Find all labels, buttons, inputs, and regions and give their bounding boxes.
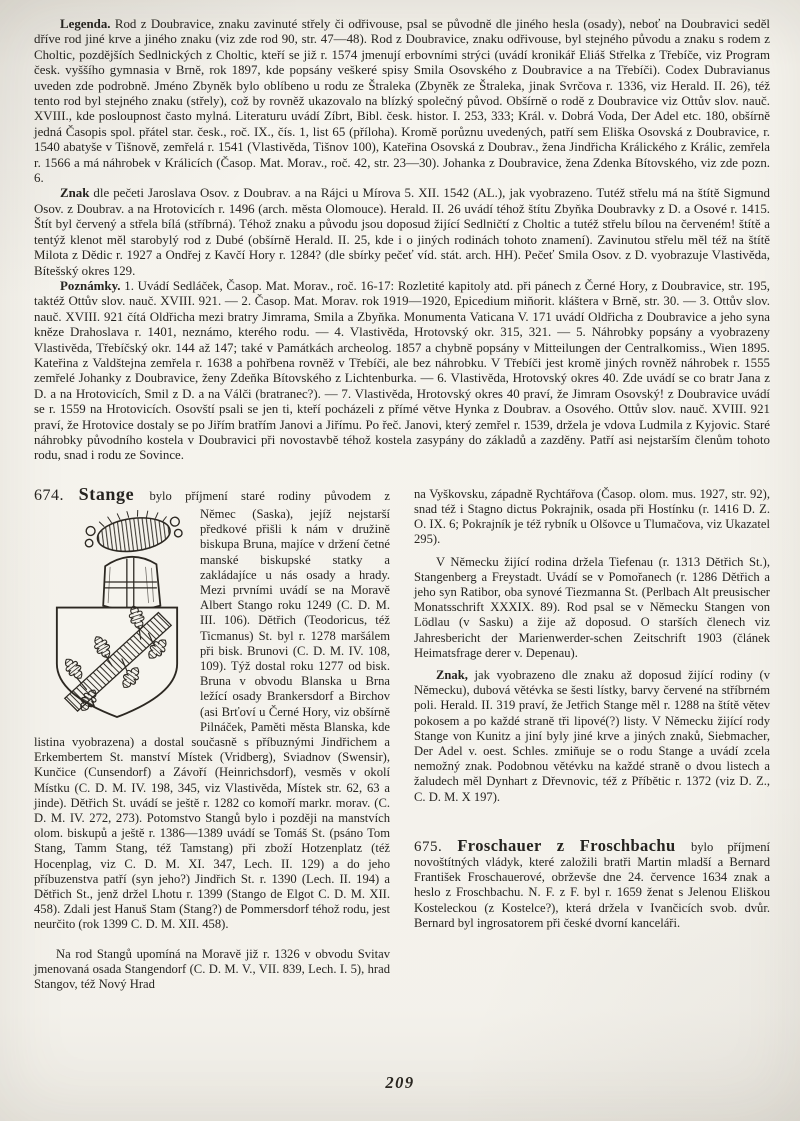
entry-675-number: 675. xyxy=(414,838,458,855)
entry-674-number: 674. xyxy=(34,486,79,504)
paragraph-znak-pecet-text: dle pečeti Jaroslava Osov. z Doubrav. a na Rájci u Mírova 5. XII. 1542 (AL.), jak vyobrazeno. Tutéž střelu má na štítě Sigmund Osov. z Doubrav. a na Hrotovicích r. 1496 (arch. města Olomouce). Herald. II. 26 uvádí téhož štítu Zbyňka Doubravky z D. a Osové r. 1415. Štít byl červený a střela bílá (stříbrná). Téhož znaku a původu jsou doposud žijící Sedlničtí z Choltic a tutéž střelu bílou na červeném! štítě a tentýž klenot měl starobylý rod z Dubé (obšírně Herald. II. 25, kde i o jiných rodinách tohoto znamení). Zavinutou střelu měl též na štítě Milota z Dědic r. 1927 a Ondřej z Kavčí Hory r. 1284? (dle sbírky pečeť víd. stát. arch. HH). Pečeť Smila Osov. z D. vyobrazuje Vlastivěda, Bítešský okres 129. xyxy=(34,186,771,278)
entry-675-text: bylo příjmení novoštítných vládyk, které založili bratři Martin mladší a Bernard František Froschauerové, obrževše dne 24. července 1634 znak a heslo z Froschbachu. N. F. z F. byl r. 1659 ženat s Jelenou Eliškou Kosteleckou (z Kostelce?), která držela v Ivančicích svob. dvůr. Bernard byl ingrosatorem při české dvorní kanceláři. xyxy=(414,839,770,930)
helm xyxy=(103,557,160,610)
top-section xyxy=(34,17,770,464)
paragraph-poznamky-text: 1. Uvádí Sedláček, Časop. Mat. Morav., roč. 16-17: Rozletité kapitoly atd. při pánech z Černé Hory, z Doubravice, str. 195, taktéž Ottův slov. nauč. XVIII. 921. — 2. Časop. Mat. Morav. rok 1919—1920, Epicedium miňorit. kláštera v Brně, str. 30. — 3. Ottův slov. nauč. XVIII. 921 čítá Oldřicha mezi bratry Jimrama, Smila a Zbyňka. Monumenta Vaticana V. 171 uvádí Oldřicha z Doubravice a jeho syna kněze Drahoslava r. 1401, neznámo, kterého rodu. — 4. Vlastivěda, Hrotovský okr. 315, 321. — 5. Náhrobky popsány a vyobrazeny Vlastivěda, Třebíčský okr. 144 až 147; také v Památkách archeolog. 1857 a chybně popsány v Mitteilungen der Centralkomiss., Wien 1895. Kateřina z Valdštejna zemřela r. 1638 a pohřbena rovněž v Třebíči, ale bez náhrobku. V Třebíči jest kromě jiných rovněž náhrobek r. 1555 zemřelé Johanky z Doubravice, ženy Zdeňka Bítovského z Lichtenburka. — 6. Vlastivěda, Hrotovský okres 40. Zde uvádí se co bratr Jana z D. a na Hrotovicích, Smil z D. a na Válči (bratranec?). — 7. Vlastivěda, Hrotovský okres 40 praví, že Jimram Osovský! z Doubravice uvádí se r. 1559 na Hrotovicích. Osovští psali se jen ti, kteří pocházeli z přímé větve Hynka z Doubrav. a Osového. Ottův slov. nauč. XVIII. 921 praví, že Hrotovice dostaly se po Jiřím bratřím Janovi a Jiřímu. Po řeč. Janovi, který zemřel r. 1539, držela je vdova Ludmila z Kyjovic. Staré náhrobky původního kostela v Doubravici při novostavbě téhož kostela zasypány do základů a zazděny. Patří asi nejstarším členům tohoto rodu, snad i rodu ze Sovince. xyxy=(34,278,770,463)
entry-674-znak-lead: Znak, xyxy=(436,668,475,683)
entry-674-continuation: na Vyškovsku, západně Rychtářova (Časop. olom. mus. 1927, str. 92), snad též i Stagno dictus Pokrajnik, osada při Hostínku (r. 1416 D. Z. O. IX. 6; Pokrajník je též rybník u Olšovce u Tlumačova, viz Ukazatel 295). xyxy=(414,486,770,547)
paragraph-znak-pecet-lead: Znak xyxy=(60,186,94,201)
entry-674-paragraph-znak xyxy=(414,668,770,805)
paragraph-legenda-lead: Legenda. xyxy=(60,17,115,31)
entry-674-headline xyxy=(34,487,390,504)
crest-fan xyxy=(82,510,183,557)
shield xyxy=(57,604,177,717)
entry-675 xyxy=(414,835,770,931)
entry-674-body xyxy=(34,507,390,933)
entry-674-text: Němec (Saska), jejíž nejstarší předkové přišli k nám v družině biskupa Bruna, majíce v držení četné manské biskupské statky a zakládajíce u nás osady a hrady. Mezi prvními uvádí se na Moravě Albert Stango roku 1249 (C. D. M. III. 106). Dětřich (Teodoricus, též Ticmanus) St. byl r. 1278 maršálem při bisk. Brunovi (C. D. M. IV. 108, 109). Týž dostal roku 1277 od bisk. Bruna v obvodu Blanska u Brna ležící osady Brankersdorf a Birchov (asi Brťoví u Černé Hory, viz obšírně Pilnáček, Paměti města Blanska, kde listina vyobrazena) a dostal současně s příbuznými Jindřichem a Erkembertem St. manství Místek (Vridberg), Sviadnov (Swensir), Kunčice (Cunsendorf) a Závoří (Heinrichsdorf), vesměs v okolí Místku (C. D. M. IV. 198, 345, viz Vlastivěda, Místek str. 62, 63 a jinde). Dětřich St. uvádí se ještě r. 1282 co komoří markr. morav. (C. D. M. IV. 272, 273). Potomstvo Stangů bylo i později na manstvích olom. biskupů a ještě r. 1386—1389 uvádí se Tomáš St. (psáno Tom Stang, Tamm Stang, též Tamstang) při zboží Hotzenplatz (též Hocenplag, viz C. D. M. XI. 347, Lech. II. 129) a do jeho příbuzenstva patří (syn jeho?) Jindřich St. r. 1390 (Lech. II. 194) a Dětřich St., jenž držel Lhotu r. 1399 (Stango de Elgot C. D. M. XII. 458). Zdali jest Hanuš Stam (Stang?) de Pommersdorf téhož rodu, jest neurčito (rok 1399 C. D. M. XII. 458). xyxy=(34,506,390,932)
paragraph-legenda xyxy=(34,17,770,186)
left-column xyxy=(34,487,390,993)
paragraph-poznamky xyxy=(34,279,770,464)
entry-674-znak-text: jak vyobrazeno dle znaku až doposud žijící rodiny (v Německu), dubová větévka se šesti lístky, barvy červené na stříbrném poli. Herald. II. 319 praví, že Jetřich Stange měl r. 1288 na štítě větev pokosem a po každé straně tři lipové(?) listy. V Německu žijící rody Stange von Kunitz a jiní byly jiné krve a jiných znaků, Siebmacher, Der Adel v. oest. Schles. zmiňuje se o rodu Stange a uvádí zcela nemožný znak. Podobnou větévku na každé straně o dvou listech a žaludech měl Dynhart z Dřevnovic, též z Příbětic r. 1372 (viz D. Z., C. D. M. X 197). xyxy=(414,668,770,804)
entry-674-paragraph-2: Na rod Stangů upomíná na Moravě již r. 1326 v obvodu Svitav jmenovaná osada Stangendorf (C. D. M. V., VII. 839, Lech. I. 5), hrad Stangov, též Nový Hrad xyxy=(34,946,390,992)
stange-coat-of-arms-image xyxy=(43,510,191,719)
paragraph-znak-pecet xyxy=(34,186,770,278)
entry-675-name: Froschauer z Froschbachu xyxy=(457,835,691,855)
entry-674-paragraph-germany: V Německu žijící rodina držela Tiefenau (r. 1313 Dětřich St.), Stangenberg a Freystadt. Uvádí se v Pomořanech (r. 1286 Dětřich a jeho syn Ratibor, oba synové Tiezmanna St. (Perlbach Alt preusischer Monatsschrift XXXIX. 89). Rod psal se v Německu Stangen von Lödlau (v Sasku) a žije až doposud. O starších členech viz Jahresbericht der Marienwerder-schen Zeitschrift 1903 (článek Heimatsfrage derer v. Depenau). xyxy=(414,554,770,660)
paragraph-poznamky-lead: Poznámky. xyxy=(60,278,125,293)
page-number: 209 xyxy=(385,1073,415,1092)
entry-675-paragraph xyxy=(414,835,770,931)
entry-674-first-line: bylo příjmení staré rodiny původem z xyxy=(149,488,390,503)
paragraph-legenda-text: Rod z Doubravice, znaku zavinuté střely či odřivouse, psal se původně dle jiného hesla (osady), neboť na Doubravici seděl dříve rod jiné krve a jiného znaku (viz zde rod 90, str. 47—48). Rod z Doubravice, znaku odřivouse, byl stejného původu a znaku s rodem z Choltic, pozdějších Sedlnických z Choltic, kteří se již r. 1574 jmenují erbovními strýci (uvádí kronikář Eliáš Střelka z Třebíče, viz Program česk. vyššího gymnasia v Brně, rok 1897, kde popsány veškeré spisy Smila Osovského z Doubravice a na Třebíči). Codex Dubravianus uveden zde podrobně. Jméno Zbyněk bylo oblíbeno u rodu ze Štraleka (Zbyněk ze Štraleka, jinak Svrčova r. 1336, viz Herald. II. 26), též tento rod byl stejného znaku (střely), což by rovněž ukazovalo na blízký společný původ. Obšírně o rodě z Doubravice viz Ottův slov. nauč. XVIII., kde posloupnost často mylná. Literaturu uvádí Zíbrt, Bibl. česk. histor. I. 253, 333; Král. v. Dobrá Voda, Der Adel etc. 180, obšírně jedná Časopis spol. přátel star. česk., roč. IX., čís. 1, list 65 (příloha). Kromě porůznu uvedených, patří sem Eliška Osovská z Doubravice, r. 1540 abatyše v Tišnově, zemřelá r. 1541 (Vlastivěda, Tišnov 100), Kateřina Osovská z Doubrav., žena Jindřicha Králického z Králic, zemřela r. 1566 a má náhrobek v Králicích (Časop. Mat. Morav., roč. 42, str. 23—30). Johanka z Doubravice, žena Zdenka Bítovského, viz zde pozn. 6. xyxy=(34,17,770,186)
right-column xyxy=(414,487,770,993)
two-column-section xyxy=(34,487,770,993)
entry-674-name: Stange xyxy=(78,486,150,504)
